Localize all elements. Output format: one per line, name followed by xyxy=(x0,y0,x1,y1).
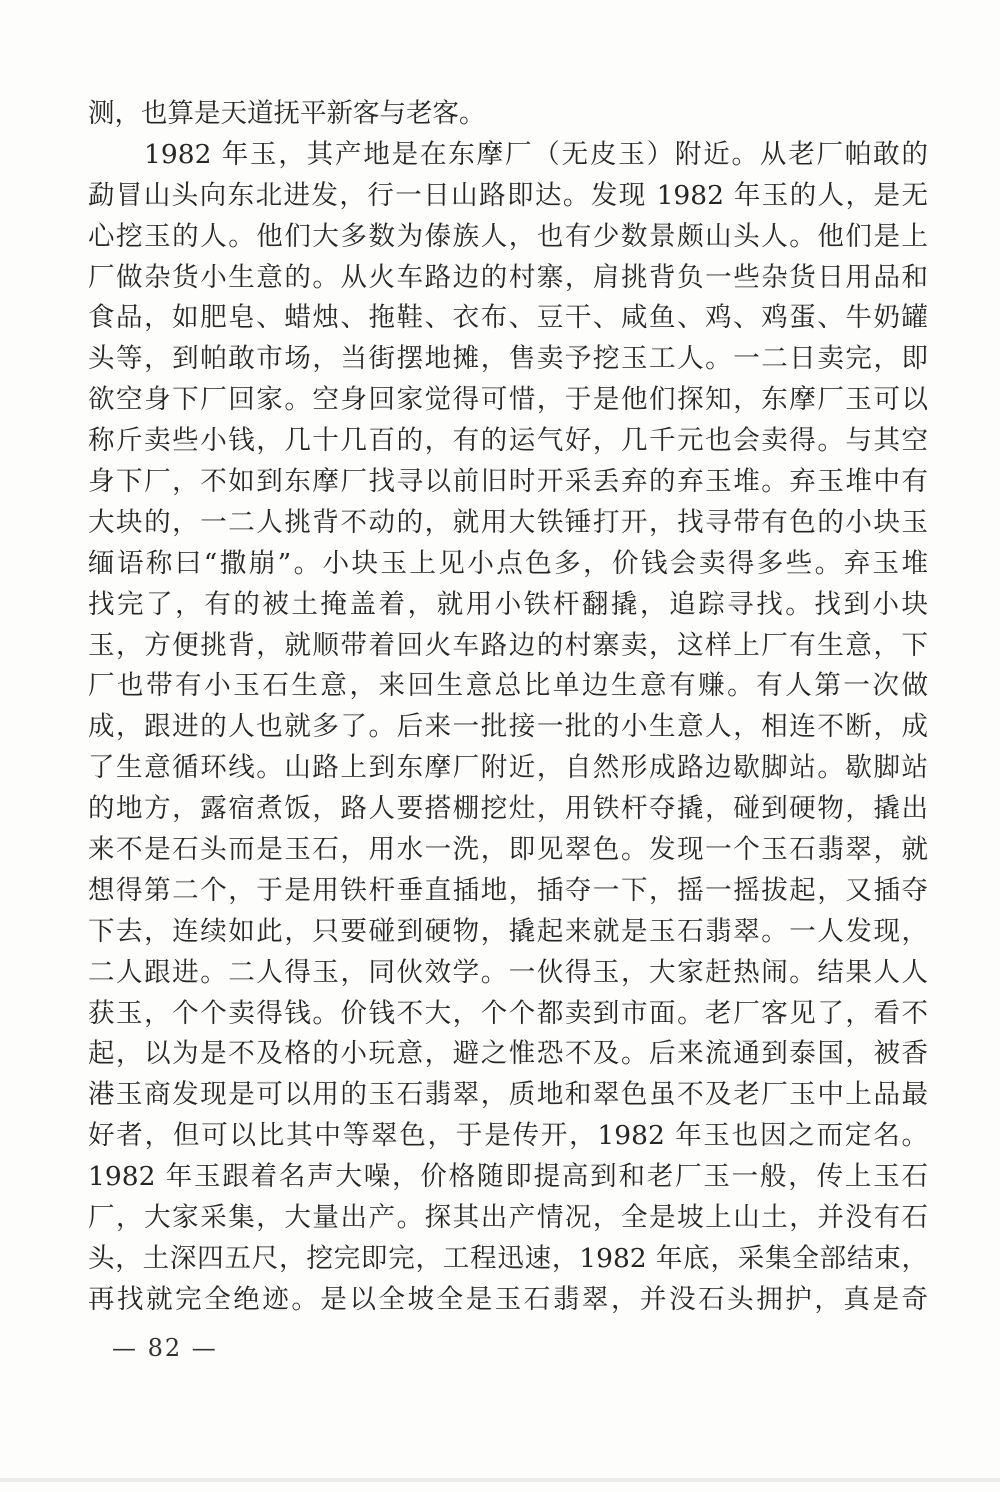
text-line: 好者，但可以比其中等翠色，于是传开，1982 年玉也因之而定名。 xyxy=(88,1120,928,1152)
text-line: 心挖玉的人。他们大多数为傣族人，也有少数景颇山头人。他们是上 xyxy=(88,220,928,252)
text-line: 港玉商发现是可以用的玉石翡翠，质地和翠色虽不及老厂玉中上品最 xyxy=(88,1079,928,1111)
text-line: 二人跟进。二人得玉，同伙效学。一伙得玉，大家赶热闹。结果人人 xyxy=(88,956,928,988)
text-line: 头，土深四五尺，挖完即完，工程迅速，1982 年底，采集全部结束， xyxy=(88,1242,928,1274)
page-number: — 82 — xyxy=(112,1334,218,1362)
text-line: 了生意循环线。山路上到东摩厂附近，自然形成路边歇脚站。歇脚站 xyxy=(88,752,928,784)
body-text xyxy=(88,94,928,1321)
text-line: 食品，如肥皂、蜡烛、拖鞋、衣布、豆干、咸鱼、鸡、鸡蛋、牛奶罐 xyxy=(88,302,928,334)
text-line: 的地方，露宿煮饭，路人要搭棚挖灶，用铁杆夺撬，碰到硬物，撬出 xyxy=(88,793,928,825)
text-line: 头等，到帕敢市场，当街摆地摊，售卖予挖玉工人。一二日卖完，即 xyxy=(88,343,928,375)
text-line: 缅语称曰“撒崩”。小块玉上见小点色多，价钱会卖得多些。弃玉堆 xyxy=(88,547,928,579)
text-line: 玉，方便挑背，就顺带着回火车路边的村寨卖，这样上厂有生意，下 xyxy=(88,629,928,661)
text-line: 想得第二个，于是用铁杆垂直插地，插夺一下，摇一摇拔起，又插夺 xyxy=(88,874,928,906)
text-line: 身下厂，不如到东摩厂找寻以前旧时开采丢弃的弃玉堆。弃玉堆中有 xyxy=(88,466,928,498)
scan-edge-divider xyxy=(0,1478,1000,1482)
text-line: 再找就完全绝迹。是以全坡全是玉石翡翠，并没石头拥护，真是奇 xyxy=(88,1283,928,1315)
text-line: 来不是石头而是玉石，用水一洗，即见翠色。发现一个玉石翡翠，就 xyxy=(88,834,928,866)
text-line: 称斤卖些小钱，几十几百的，有的运气好，几千元也会卖得。与其空 xyxy=(88,425,928,457)
text-line: 成，跟进的人也就多了。后来一批接一批的小生意人，相连不断，成 xyxy=(88,711,928,743)
text-line: 厂做杂货小生意的。从火车路边的村寨，肩挑背负一些杂货日用品和 xyxy=(88,261,928,293)
text-line: 大块的，一二人挑背不动的，就用大铁锤打开，找寻带有色的小块玉 xyxy=(88,506,928,538)
text-line: 下去，连续如此，只要碰到硬物，撬起来就是玉石翡翠。一人发现， xyxy=(88,915,928,947)
text-line: 厂，大家采集，大量出产。探其出产情况，全是坡上山土，并没有石 xyxy=(88,1202,928,1234)
text-line: 厂也带有小玉石生意，来回生意总比单边生意有赚。有人第一次做 xyxy=(88,670,928,702)
text-line: 勐冒山头向东北进发，行一日山路即达。发现 1982 年玉的人，是无 xyxy=(88,179,928,211)
text-line: 欲空身下厂回家。空身回家觉得可惜，于是他们探知，东摩厂玉可以 xyxy=(88,384,928,416)
text-line: 测，也算是天道抚平新客与老客。 xyxy=(88,98,486,129)
text-line: 找完了，有的被土掩盖着，就用小铁杆翻撬，追踪寻找。找到小块 xyxy=(88,588,928,620)
text-line: 获玉，个个卖得钱。价钱不大，个个都卖到市面。老厂客见了，看不 xyxy=(88,997,928,1029)
text-line: 起，以为是不及格的小玩意，避之惟恐不及。后来流通到泰国，被香 xyxy=(88,1038,928,1070)
text-line: 1982 年玉，其产地是在东摩厂（无皮玉）附近。从老厂帕敢的 xyxy=(144,138,928,170)
text-line: 1982 年玉跟着名声大噪，价格随即提高到和老厂玉一般，传上玉石 xyxy=(88,1161,928,1193)
